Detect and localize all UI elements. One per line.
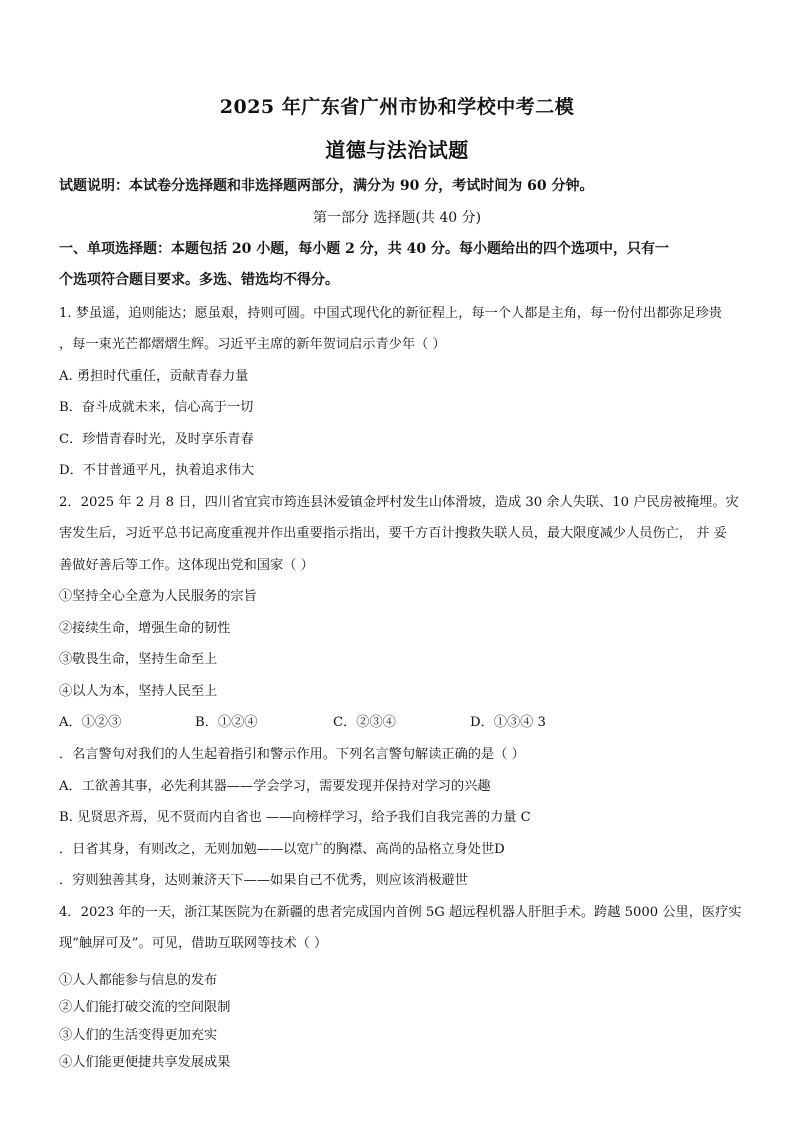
- q2-stem-line2: 害发生后，习近平总书记高度重视并作出重要指示指出，要千方百计搜救失联人员，最大限度减少人员伤亡， 并 妥: [59, 526, 727, 541]
- q3-option-d: ．穷则独善其身，达则兼济天下——如果自己不优秀，则应该消极避世: [59, 873, 468, 888]
- q2-statement-2: ②接续生命，增强生命的韧性: [59, 621, 231, 636]
- exam-subtitle: 道德与法治试题: [325, 138, 469, 162]
- q2-statement-4: ④以人为本，坚持人民至上: [59, 684, 218, 699]
- q2-statement-3: ③敬畏生命，坚持生命至上: [59, 652, 218, 667]
- section-heading-line2: 个选项符合题目要求。多选、错选均不得分。: [59, 272, 339, 288]
- q2-option-b: B．①②④: [195, 715, 258, 730]
- q4-statement-3: ③人们的生活变得更加充实: [59, 1028, 218, 1043]
- q1-option-c: C．珍惜青春时光，及时享乐青春: [59, 432, 254, 447]
- q3-option-a: A．工欲善其事，必先利其器——学会学习，需要发现并保持对学习的兴趣: [59, 779, 491, 794]
- q1-option-b: B．奋斗成就未来，信心高于一切: [59, 400, 254, 415]
- q3-stem: ．名言警句对我们的人生起着指引和警示作用。下列名言警句解读正确的是（ ）: [59, 747, 525, 762]
- q1-stem-line1: 1. 梦虽遥，追则能达；愿虽艰，持则可圆。中国式现代化的新征程上，每一个人都是主角，每一份付出都弥足珍贵: [59, 306, 722, 321]
- q2-option-d: D．①③④ 3: [470, 715, 546, 730]
- q4-statement-4: ④人们能更便捷共享发展成果: [59, 1055, 231, 1070]
- q2-stem-line1: 2．2025 年 2 月 8 日，四川省宜宾市筠连县沐爱镇金坪村发生山体滑坡，造成 30 余人失联、10 户民房被掩埋。灾: [59, 495, 739, 510]
- q1-option-a: A. 勇担时代重任，贡献青春力量: [59, 369, 249, 384]
- q4-stem-line1: 4．2023 年的一天，浙江某医院为在新疆的患者完成国内首例 5G 超远程机器人肝胆手术。跨越 5000 公里，医疗实: [59, 905, 742, 920]
- q2-option-a: A．①②③: [59, 715, 122, 730]
- q1-option-d: D．不甘普通平凡，执着追求伟大: [59, 463, 255, 478]
- section-heading-line1: 一、单项选择题：本题包括 20 小题，每小题 2 分，共 40 分。每小题给出的四个选项中，只有一: [59, 241, 669, 257]
- q2-statement-1: ①坚持全心全意为人民服务的宗旨: [59, 589, 257, 604]
- q2-option-c: C．②③④: [333, 715, 396, 730]
- q1-stem-line2: ，每一束光芒都熠熠生辉。习近平主席的新年贺词启示青少年（ ）: [59, 337, 446, 352]
- exam-title: 2025 年广东省广州市协和学校中考二模: [219, 96, 575, 118]
- exam-instructions: 试题说明：本试卷分选择题和非选择题两部分，满分为 90 分，考试时间为 60 分钟。: [59, 178, 594, 194]
- q4-statement-2: ②人们能打破交流的空间限制: [59, 1000, 231, 1015]
- part-heading: 第一部分 选择题(共 40 分): [312, 210, 482, 226]
- q2-stem-line3: 善做好善后等工作。这体现出党和国家（ ）: [59, 558, 314, 573]
- q3-option-c: ．日省其身，有则改之，无则加勉——以宽广的胸襟、高尚的品格立身处世D: [59, 842, 505, 857]
- q3-option-b: B. 见贤思齐焉，见不贤而内自省也 ——向榜样学习，给予我们自我完善的力量 C: [59, 810, 531, 825]
- q4-statement-1: ①人人都能参与信息的发布: [59, 973, 218, 988]
- q4-stem-line2: 现“触屏可及”。可见，借助互联网等技术（ ）: [59, 936, 328, 951]
